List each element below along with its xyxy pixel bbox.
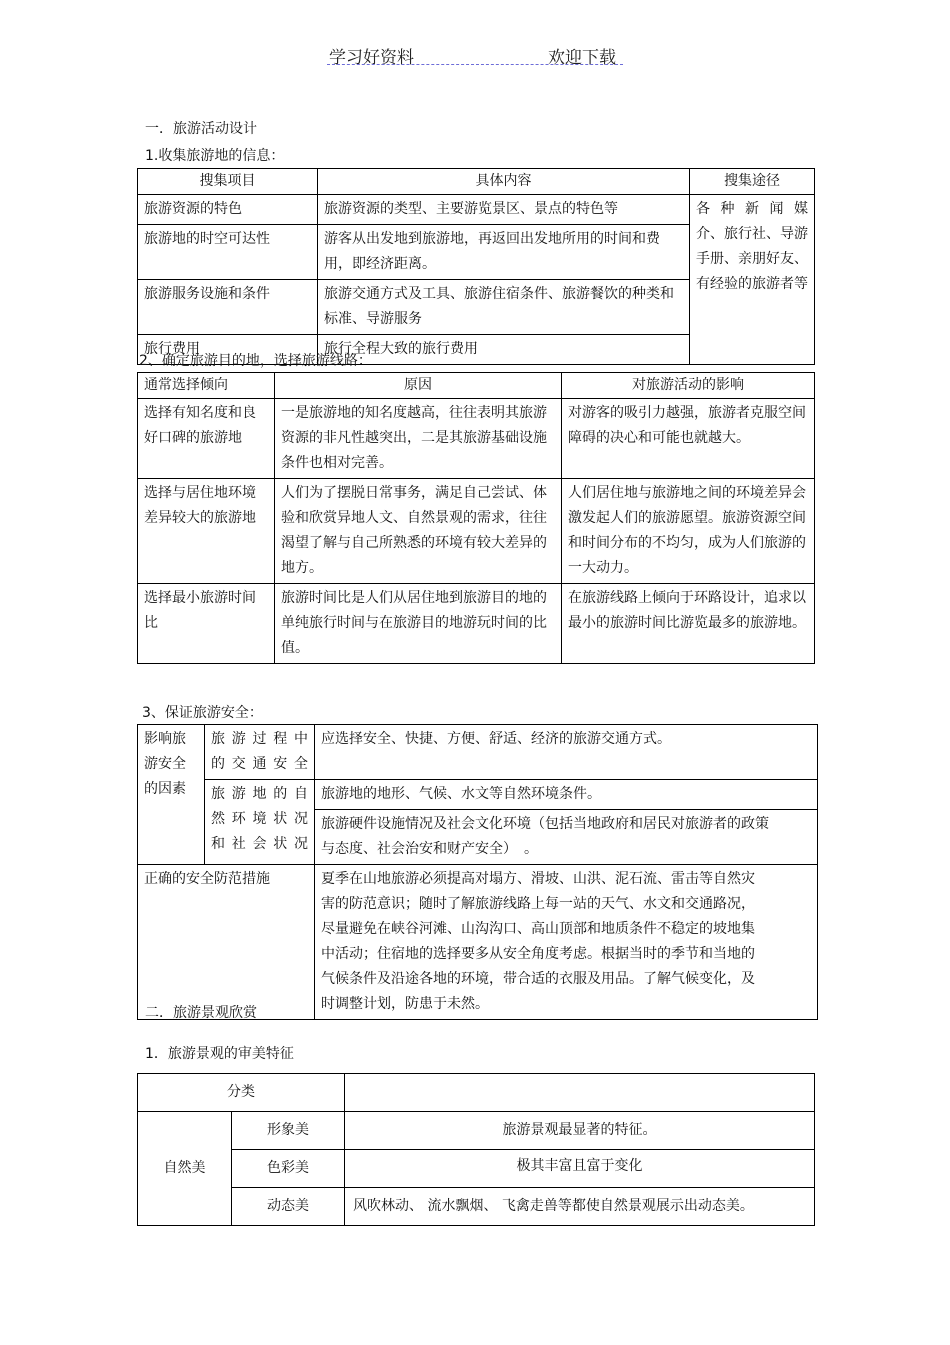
natural-beauty-cell: 自然美	[138, 1112, 232, 1226]
table-row	[138, 1150, 815, 1188]
table-cell: 一是旅游地的知名度越高，往往表明其旅游资源的非凡性越突出，二是其旅游基础设施条件也相对完善。	[275, 399, 562, 479]
table-row	[138, 399, 815, 479]
header-cell: 对旅游活动的影响	[562, 373, 815, 399]
table-row	[138, 865, 818, 1020]
header-cell: 搜集途径	[690, 169, 815, 195]
subsection-2-title: 2、确定旅游目的地，选择旅游线路：	[139, 353, 372, 369]
society-content-cell: 旅游硬件设施情况及社会文化环境（包括当地政府和居民对旅游者的政策与态度、社会治安和财产安全） 。	[315, 810, 818, 865]
safety-table	[137, 724, 818, 1020]
table-header-row	[138, 169, 815, 195]
empty-header-cell	[345, 1074, 815, 1112]
header-divider	[327, 64, 623, 65]
collection-way-rest: 介、旅行社、导游手册、亲朋好友、有经验的旅游者等	[696, 226, 808, 292]
header-cell: 通常选择倾向	[138, 373, 275, 399]
table-header-row	[138, 373, 815, 399]
traffic-label-cell: 旅 游 过 程 中的交通安全	[205, 725, 315, 780]
table-row	[138, 1188, 815, 1226]
header-right: 欢迎下载	[548, 48, 616, 68]
destination-table	[137, 372, 815, 664]
table-cell: 游客从出发地到旅游地，再返回出发地所用的时间和费用，即经济距离。	[318, 225, 690, 280]
table-cell: 在旅游线路上倾向于环路设计，追求以最小的旅游时间比游览最多的旅游地。	[562, 584, 815, 664]
table-cell: 选择有知名度和良好口碑的旅游地	[138, 399, 275, 479]
table-cell: 选择与居住地环境差异较大的旅游地	[138, 479, 275, 584]
header-cell: 搜集项目	[138, 169, 318, 195]
table-row	[138, 780, 818, 810]
traffic-content-cell: 应选择安全、快捷、方便、舒适、经济的旅游交通方式。	[315, 725, 818, 780]
table-cell: 旅游时间比是人们从居住地到旅游目的地的单纯旅行时间与在旅游目的地游玩时间的比值。	[275, 584, 562, 664]
table-cell: 旅行全程大致的旅行费用	[318, 335, 690, 365]
table-cell: 色彩美	[232, 1150, 345, 1188]
category-header-cell: 分类	[138, 1074, 345, 1112]
table-cell: 人们为了摆脱日常事务，满足自己尝试、体验和欣赏异地人文、自然景观的需求，往往渴望了解与自己所熟悉的环境有较大差异的地方。	[275, 479, 562, 584]
collection-way-cell	[690, 195, 815, 365]
table-cell: 形象美	[232, 1112, 345, 1150]
table-cell: 极其丰富且富于变化	[345, 1150, 815, 1188]
section-1-title: 一．旅游活动设计	[145, 121, 257, 137]
table-header-row	[138, 1074, 815, 1112]
table-row	[138, 195, 815, 225]
subsection-3-title: 3、保证旅游安全：	[142, 705, 263, 721]
table-cell: 风吹林动、 流水飘烟、 飞禽走兽等都使自然景观展示出动态美。	[345, 1188, 815, 1226]
collection-way-first-line: 各 种 新 闻 媒	[696, 201, 808, 217]
environment-label-cell: 旅 游 地 的 自然 环 境 状 况和社会状况	[205, 780, 315, 865]
info-table	[137, 168, 815, 365]
section-2-title: 二．旅游景观欣赏	[145, 1005, 257, 1021]
aesthetic-table	[137, 1073, 815, 1226]
table-row	[138, 725, 818, 780]
environment-content-cell: 旅游地的地形、气候、水文等自然环境条件。	[315, 780, 818, 810]
table-row	[138, 1112, 815, 1150]
subsection-1-title: 1.收集旅游地的信息：	[145, 148, 285, 164]
table-cell: 旅游交通方式及工具、旅游住宿条件、旅游餐饮的种类和标准、导游服务	[318, 280, 690, 335]
aesthetic-title: 1．旅游景观的审美特征	[145, 1046, 294, 1062]
table-cell: 动态美	[232, 1188, 345, 1226]
header-left: 学习好资料	[329, 48, 414, 68]
table-cell: 选择最小旅游时间比	[138, 584, 275, 664]
table-cell: 旅游资源的类型、主要游览景区、景点的特色等	[318, 195, 690, 225]
table-cell: 旅游景观最显著的特征。	[345, 1112, 815, 1150]
table-cell: 对游客的吸引力越强，旅游者克服空间障碍的决心和可能也就越大。	[562, 399, 815, 479]
factor-label-cell: 影响旅游安全的因素	[138, 725, 205, 865]
measures-content-cell: 夏季在山地旅游必须提高对塌方、滑坡、山洪、泥石流、雷击等自然灾害的防范意识；随时了解旅游线路上每一站的天气、水文和交通路况，尽量避免在峡谷河滩、山沟沟口、高山顶部和地质条件不稳定的坡地集中活动；住宿地的选择要多从安全角度考虑。根据当时的季节和当地的气候条件及沿途各地的环境，带合适的衣服及用品。了解气候变化，及时调整计划，防患于未然。	[315, 865, 818, 1020]
table-cell: 旅游服务设施和条件	[138, 280, 318, 335]
table-row	[138, 584, 815, 664]
table-cell: 人们居住地与旅游地之间的环境差异会激发起人们的旅游愿望。旅游资源空间和时间分布的不均匀，成为人们旅游的一大动力。	[562, 479, 815, 584]
table-cell: 旅游资源的特色	[138, 195, 318, 225]
header-cell: 具体内容	[318, 169, 690, 195]
table-row	[138, 479, 815, 584]
table-cell: 旅行费用	[138, 335, 318, 365]
table-cell: 旅游地的时空可达性	[138, 225, 318, 280]
header-cell: 原因	[275, 373, 562, 399]
measures-label-cell: 正确的安全防范措施	[138, 865, 315, 1020]
